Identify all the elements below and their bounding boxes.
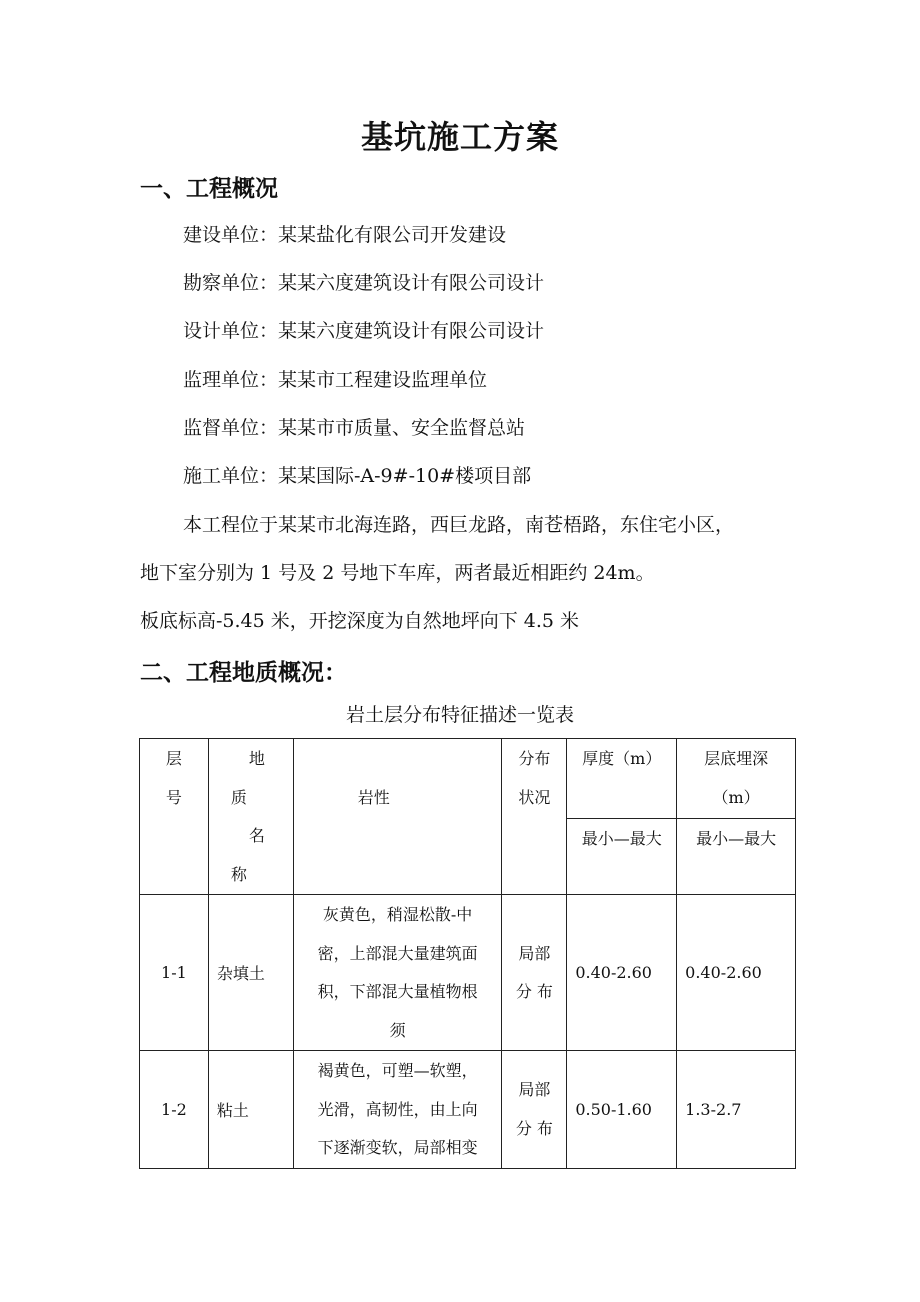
cell-geo-name: 粘土 <box>208 1051 293 1169</box>
cell-thickness: 0.40-2.60 <box>567 895 677 1051</box>
header-geo-name-line: 质 <box>230 787 247 807</box>
header-distribution-line: 分布 <box>518 749 551 768</box>
header-thickness <box>567 739 677 819</box>
table-row <box>140 895 796 1051</box>
table-caption: 岩土层分布特征描述一览表 <box>345 704 574 726</box>
depth-paragraph-line: 板底标高-5.45 米，开挖深度为自然地坪向下 4.5 米 <box>140 610 580 632</box>
monitoring-line: 监督单位：某某市市质量、安全监督总站 <box>183 417 526 439</box>
supervision-line: 监理单位：某某市工程建设监理单位 <box>183 369 488 391</box>
header-lithology-text: 岩性 <box>357 788 390 807</box>
lithology-line: 下逐渐变软，局部相变 <box>317 1138 478 1157</box>
location-paragraph-line-1: 本工程位于某某市北海连路，西巨龙路，南苍梧路，东住宅小区， <box>183 514 735 536</box>
subheader-depth-range <box>677 818 796 895</box>
distribution-line: 分 布 <box>515 1118 553 1138</box>
lithology-line: 灰黄色，稍湿松散-中 <box>322 905 473 924</box>
lithology-line: 须 <box>389 1020 406 1040</box>
header-bottom-depth-line: 层底埋深 <box>704 749 769 768</box>
header-bottom-depth-line: （m） <box>712 787 760 807</box>
subheader-thickness-range-text: 最小—最大 <box>581 828 662 848</box>
cell-geo-name: 杂填土 <box>208 895 293 1051</box>
distribution-line: 局部 <box>518 1080 551 1100</box>
header-geo-name <box>208 739 293 895</box>
distribution-line: 局部 <box>518 943 551 963</box>
header-thickness-text: 厚度（m） <box>582 749 662 768</box>
cell-layer: 1-2 <box>140 1051 209 1169</box>
lithology-line: 积，下部混大量植物根 <box>317 982 478 1001</box>
lithology-line: 光滑，高韧性，由上向 <box>317 1099 478 1119</box>
header-geo-name-line: 地 <box>248 749 265 768</box>
survey-line: 勘察单位：某某六度建筑设计有限公司设计 <box>183 272 545 294</box>
lithology-line: 密，上部混大量建筑面 <box>317 943 478 963</box>
header-distribution <box>502 739 567 895</box>
header-geo-name-line: 名 <box>248 826 265 845</box>
header-layer-no-line: 层 <box>165 749 182 768</box>
cell-thickness: 0.50-1.60 <box>567 1051 677 1169</box>
document-title: 基坑施工方案 <box>360 118 559 156</box>
header-layer-no-line: 号 <box>165 787 182 807</box>
section-heading-overview: 一、工程概况 <box>140 175 278 202</box>
distribution-line: 分 布 <box>515 982 553 1001</box>
cell-distribution <box>502 1051 567 1169</box>
header-geo-name-line: 称 <box>230 864 247 884</box>
subheader-thickness-range <box>567 818 677 895</box>
design-line: 设计单位：某某六度建筑设计有限公司设计 <box>183 320 545 342</box>
cell-lithology <box>293 1051 502 1169</box>
construction-line: 施工单位：某某国际-A-9#-10#楼项目部 <box>183 465 532 487</box>
table-header-row <box>140 739 796 819</box>
subheader-depth-range-text: 最小—最大 <box>696 828 777 848</box>
header-layer-no <box>140 739 209 895</box>
section-heading-geology: 二、工程地质概况： <box>140 659 347 686</box>
header-lithology <box>293 739 502 895</box>
cell-depth: 1.3-2.7 <box>677 1051 796 1169</box>
header-bottom-depth <box>677 739 796 819</box>
header-distribution-line: 状况 <box>518 787 551 807</box>
table-row <box>140 1051 796 1169</box>
builder-line: 建设单位：某某盐化有限公司开发建设 <box>183 224 507 246</box>
cell-depth: 0.40-2.60 <box>677 895 796 1051</box>
lithology-line: 褐黄色，可塑—软塑， <box>317 1061 478 1080</box>
location-paragraph-line-2: 地下室分别为 1 号及 2 号地下车库，两者最近相距约 24m。 <box>140 562 655 584</box>
geology-table <box>139 738 796 1169</box>
cell-distribution <box>502 895 567 1051</box>
cell-layer: 1-1 <box>140 895 209 1051</box>
cell-lithology <box>293 895 502 1051</box>
